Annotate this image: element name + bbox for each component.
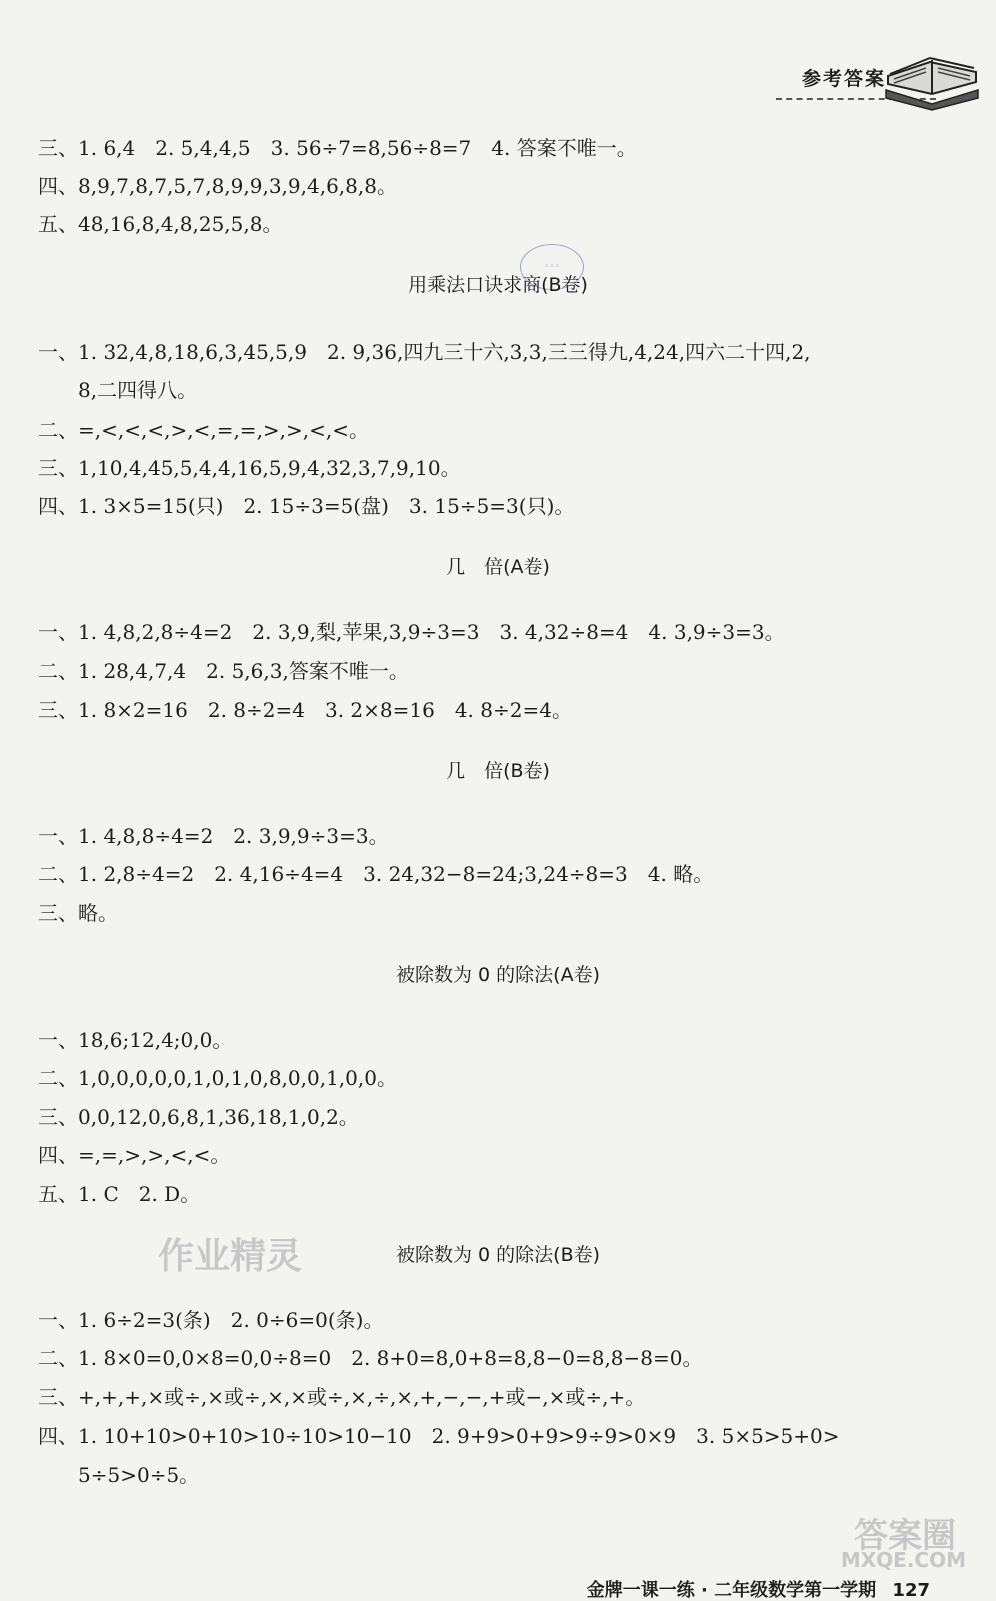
section-title: 几 倍(B卷) — [446, 760, 550, 782]
answer-line: 五、1. C 2. D。 — [38, 1182, 201, 1206]
answer-line: 五、48,16,8,4,8,25,5,8。 — [38, 212, 283, 236]
section-title: 被除数为 0 的除法(A卷) — [396, 964, 600, 986]
footer-book-title: 金牌一课一练 · 二年级数学第一学期 — [586, 1580, 877, 1601]
page-footer — [587, 1582, 930, 1600]
answer-line: 二、1,0,0,0,0,0,1,0,1,0,8,0,0,1,0,0。 — [38, 1066, 397, 1090]
answer-line: 四、8,9,7,8,7,5,7,8,9,9,3,9,4,6,8,8。 — [38, 174, 397, 198]
answer-line: 二、1. 2,8÷4=2 2. 4,16÷4=4 3. 24,32−8=24;3,24÷8=3 4. 略。 — [38, 862, 714, 886]
book-icon — [882, 46, 982, 112]
header-label: 参考答案 — [801, 68, 886, 90]
answer-line: 四、=,=,>,>,<,<。 — [38, 1143, 231, 1167]
section-title: 用乘法口诀求商(B卷) — [408, 274, 588, 296]
watermark-text: MXQE.COM — [840, 1548, 966, 1572]
answer-line: 三、+,+,+,×或÷,×或÷,×,×或÷,×,÷,×,+,−,−,+或−,×或÷,+。 — [38, 1385, 646, 1409]
watermark-text: 答案圈 — [854, 1516, 956, 1556]
section-title: 几 倍(A卷) — [446, 556, 550, 578]
answer-line: 一、1. 4,8,2,8÷4=2 2. 3,9,梨,苹果,3,9÷3=3 3. 4,32÷8=4 4. 3,9÷3=3。 — [38, 620, 785, 644]
answer-line: 二、1. 8×0=0,0×8=0,0÷8=0 2. 8+0=8,0+8=8,8−0=8,8−8=0。 — [38, 1346, 703, 1370]
answer-line: 四、1. 3×5=15(只) 2. 15÷3=5(盘) 3. 15÷5=3(只)。 — [38, 494, 575, 518]
answer-line: 一、1. 32,4,8,18,6,3,45,5,9 2. 9,36,四九三十六,3,3,三三得九,4,24,四六二十四,2, — [38, 340, 811, 364]
section-title: 被除数为 0 的除法(B卷) — [395, 1244, 601, 1266]
answer-line: 三、0,0,12,0,6,8,1,36,18,1,0,2。 — [38, 1105, 359, 1129]
answer-line: 8,二四得八。 — [78, 378, 198, 402]
watermark-text: 作业精灵 — [158, 1236, 303, 1277]
answer-line: 二、=,<,<,<,>,<,=,=,>,>,<,<。 — [38, 418, 370, 442]
answer-line: 三、1. 6,4 2. 5,4,4,5 3. 56÷7=8,56÷8=7 4. 答案不唯一。 — [38, 136, 637, 160]
answer-line: 二、1. 28,4,7,4 2. 5,6,3,答案不唯一。 — [38, 659, 409, 683]
answer-line: 一、18,6;12,4;0,0。 — [38, 1028, 233, 1052]
answer-line: 一、1. 4,8,8÷4=2 2. 3,9,9÷3=3。 — [38, 824, 389, 848]
stamp-mark: ◦◦◦ — [520, 244, 584, 290]
answer-line: 5÷5>0÷5。 — [78, 1463, 200, 1487]
answer-line: 三、1,10,4,45,5,4,4,16,5,9,4,32,3,7,9,10。 — [38, 456, 461, 480]
answer-line: 三、1. 8×2=16 2. 8÷2=4 3. 2×8=16 4. 8÷2=4。 — [38, 698, 572, 722]
page-number: 127 — [892, 1580, 930, 1601]
answer-line: 一、1. 6÷2=3(条) 2. 0÷6=0(条)。 — [38, 1308, 384, 1332]
answer-line: 四、1. 10+10>0+10>10÷10>10−10 2. 9+9>0+9>9÷9>0×9 3. 5×5>5+0> — [38, 1424, 840, 1448]
answer-line: 三、略。 — [38, 901, 118, 925]
